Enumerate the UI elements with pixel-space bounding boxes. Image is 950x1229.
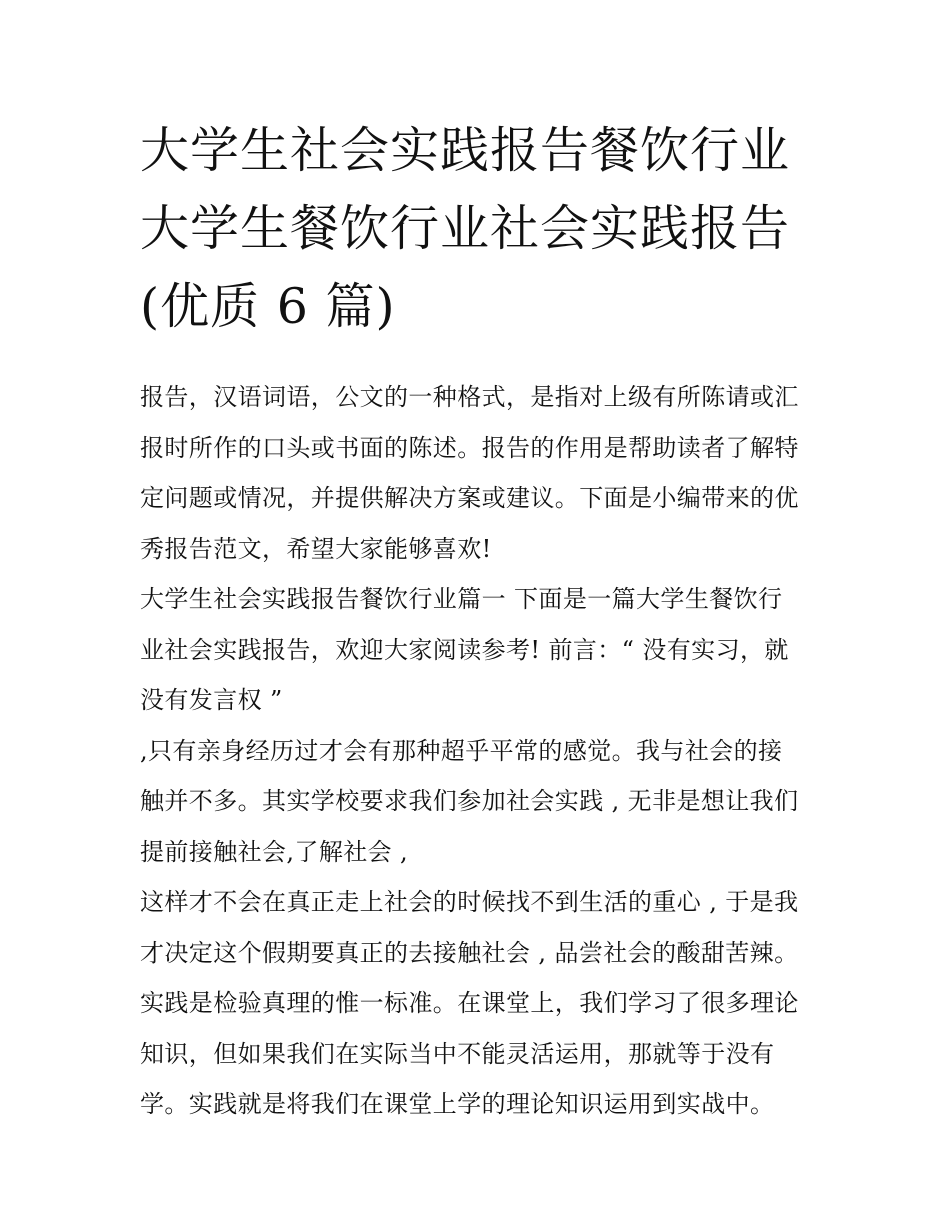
text-line: 实践是检验真理的惟一标准。在课堂上，我们学习了很多理论 [140, 989, 799, 1017]
text-line: 业社会实践报告，欢迎大家阅读参考! 前言：“ 没有实习，就 [140, 635, 789, 664]
title-line: 大学生餐饮行业社会实践报告 [140, 200, 791, 257]
text-line: 秀报告范文，希望大家能够喜欢! [140, 534, 492, 563]
text-line: 报告，汉语词语，公文的一种格式，是指对上级有所陈请或汇 [140, 383, 799, 411]
document-body [140, 372, 820, 1130]
text-line: 大学生社会实践报告餐饮行业篇一 下面是一篇大学生餐饮行 [140, 585, 783, 613]
text-line: 触并不多。其实学校要求我们参加社会实践 , 无非是想让我们 [140, 787, 799, 815]
paragraph-practice [140, 877, 820, 1130]
title-line: (优质 6 篇) [140, 278, 396, 335]
text-line: 才决定这个假期要真正的去接触社会 , 品尝社会的酸甜苦辣。 [140, 938, 799, 967]
paragraph-intro [140, 372, 820, 574]
text-line: 知识，但如果我们在实际当中不能灵活运用，那就等于没有 [140, 1039, 775, 1068]
paragraph-section-one-start [140, 574, 820, 726]
document-title [140, 112, 820, 346]
text-line: 报时所作的口头或书面的陈述。报告的作用是帮助读者了解特 [140, 433, 799, 462]
text-line: ,只有亲身经历过才会有那种超乎平常的感觉。我与社会的接 [140, 736, 783, 765]
text-line: 提前接触社会,了解社会 , [140, 837, 409, 866]
paragraph-experience [140, 726, 820, 878]
text-line: 这样才不会在真正走上社会的时候找不到生活的重心 , 于是我 [140, 888, 799, 916]
document-page [140, 112, 820, 1130]
text-line: 定问题或情况，并提供解决方案或建议。下面是小编带来的优 [140, 484, 799, 512]
title-line: 大学生社会实践报告餐饮行业 [140, 122, 791, 179]
text-line: 没有发言权 ” [140, 686, 283, 714]
text-line: 学。实践就是将我们在课堂上学的理论知识运用到实战中。 [140, 1090, 775, 1118]
